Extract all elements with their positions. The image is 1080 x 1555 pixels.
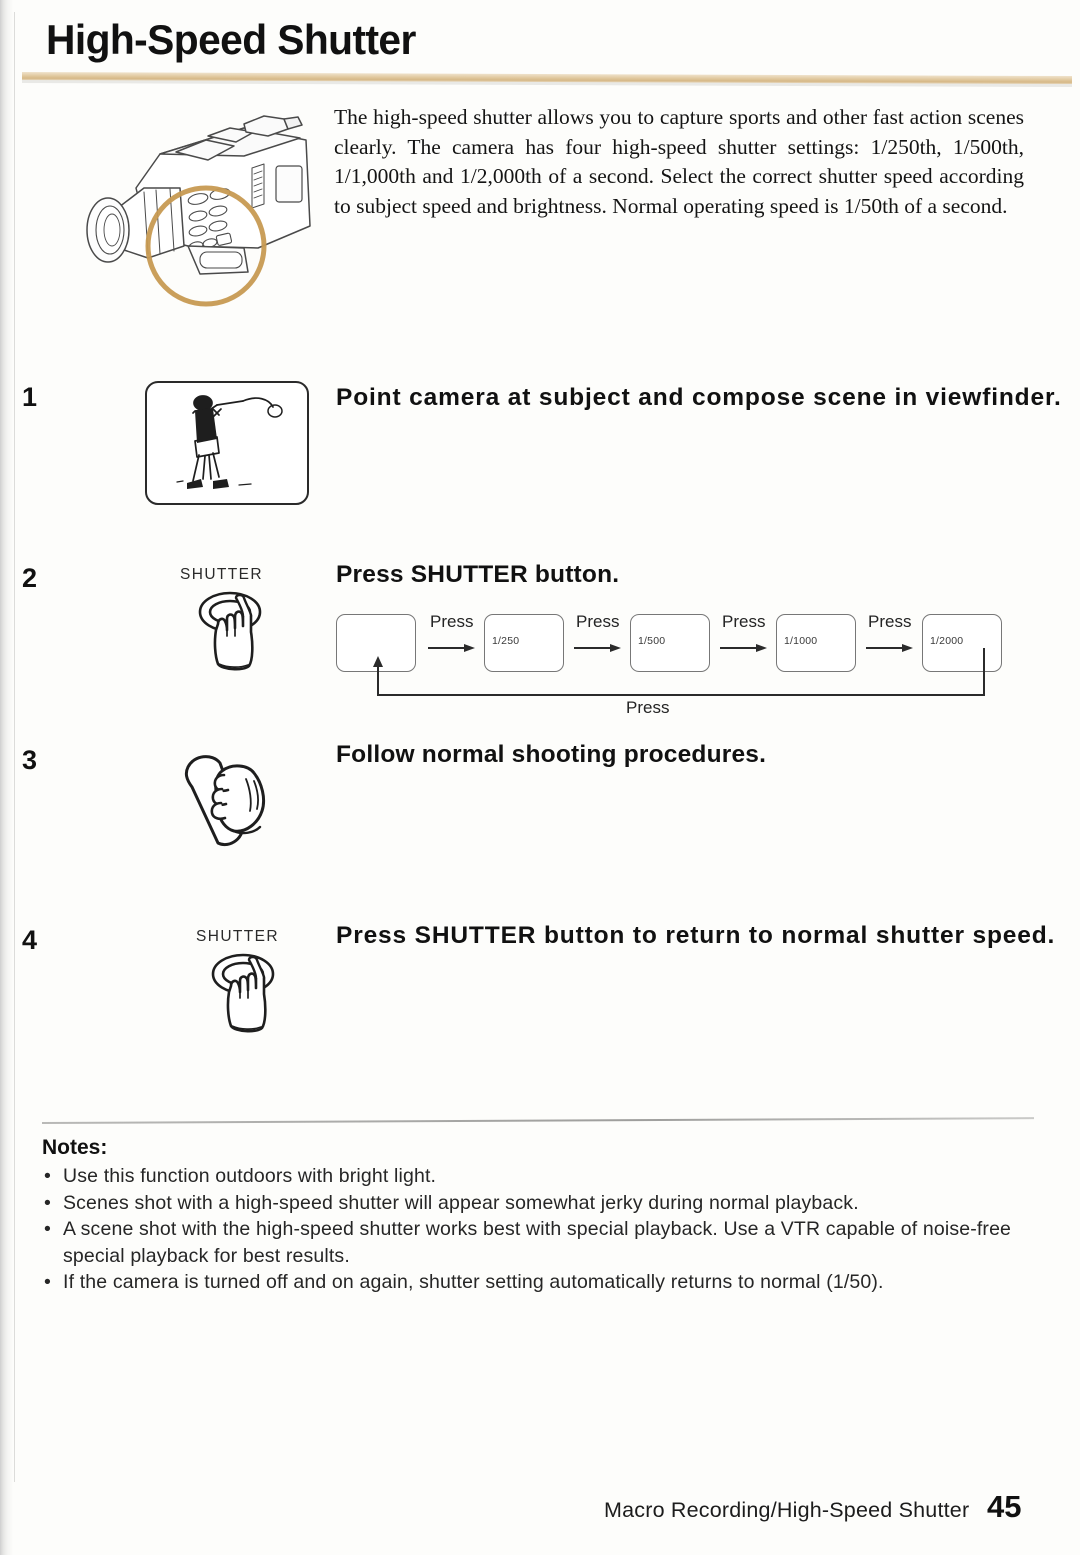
shutter-button-label-step4: SHUTTER — [196, 928, 279, 945]
cycle-loop-arrowhead — [373, 656, 383, 667]
cycle-box-1 — [484, 614, 564, 672]
note-item — [42, 1163, 1032, 1190]
camcorder-illustration — [48, 96, 328, 311]
note-text: Use this function outdoors with bright light. — [63, 1165, 437, 1187]
note-text: Scenes shot with a high-speed shutter will appear somewhat jerky during normal playback. — [63, 1191, 859, 1214]
footer-section-title: Macro Recording/High-Speed Shutter — [604, 1498, 970, 1522]
cycle-box-label-2: 1/500 — [638, 635, 666, 647]
notes-divider — [42, 1117, 1034, 1123]
page-title: High-Speed Shutter — [46, 16, 416, 63]
page-number: 45 — [987, 1489, 1022, 1524]
cycle-press-label-0: Press — [430, 612, 474, 631]
step-heading-1: Point camera at subject and compose scene in viewfinder. — [336, 384, 1062, 411]
step-heading-2: Press SHUTTER button. — [336, 561, 620, 588]
cycle-press-label-2: Press — [722, 612, 766, 631]
bullet-icon: • — [44, 1271, 51, 1293]
page-edge-line — [14, 12, 15, 1482]
cycle-loop-right-segment — [983, 648, 985, 696]
cycle-box-label-4: 1/2000 — [930, 635, 964, 647]
note-text: If the camera is turned off and on again, shutter setting automatically returns to normal (1/50). — [63, 1271, 884, 1293]
cycle-press-label-3: Press — [868, 612, 912, 631]
bullet-icon: • — [44, 1165, 51, 1187]
cycle-box-label-1: 1/250 — [492, 635, 520, 647]
viewfinder-golfer-illustration — [145, 381, 309, 505]
note-item — [42, 1269, 1032, 1296]
cycle-box-label-3: 1/1000 — [784, 635, 818, 647]
shutter-button-label-step2: SHUTTER — [180, 566, 263, 583]
step-number-4: 4 — [22, 925, 38, 955]
cycle-loop-up-segment — [377, 664, 379, 696]
shutter-cycle-diagram — [336, 608, 996, 717]
cycle-box-2 — [630, 614, 710, 672]
note-item — [42, 1190, 1032, 1217]
hand-holding-camcorder-grip-illustration — [168, 745, 298, 860]
page-edge-shadow — [0, 0, 13, 1555]
bullet-icon: • — [44, 1191, 51, 1214]
note-text: A scene shot with the high-speed shutter works best with special playback. Use a VTR capable of noise-free special playback for best results. — [63, 1218, 1012, 1267]
hand-pressing-shutter-illustration-step2 — [186, 586, 286, 674]
step-number-3: 3 — [22, 745, 38, 775]
page-header — [22, 10, 1062, 88]
step-number-1: 1 — [22, 382, 38, 412]
cycle-box-3 — [776, 614, 856, 672]
intro-paragraph: The high-speed shutter allows you to capture sports and other fast action scenes clearly. The camera has four high-speed shutter settings: 1/250th, 1/500th, 1/1,000th and 1/2,000th of a second. Select the correct shutter speed according to subject speed and brightness. Normal operating speed is 1/50th of a second. — [334, 105, 1024, 218]
hand-pressing-shutter-illustration-step4 — [199, 948, 299, 1036]
notes-title: Notes: — [42, 1136, 108, 1159]
note-item — [42, 1216, 1032, 1269]
cycle-loop-bottom-segment — [377, 694, 985, 696]
step-heading-3: Follow normal shooting procedures. — [336, 741, 767, 768]
bullet-icon: • — [44, 1218, 51, 1240]
cycle-loop-label: Press — [626, 698, 670, 717]
step-heading-4: Press SHUTTER button to return to normal shutter speed. — [336, 922, 1056, 949]
cycle-press-label-1: Press — [576, 612, 620, 631]
cycle-box-4 — [922, 614, 1002, 672]
step-number-2: 2 — [22, 563, 38, 593]
notes-list — [42, 1163, 1032, 1296]
